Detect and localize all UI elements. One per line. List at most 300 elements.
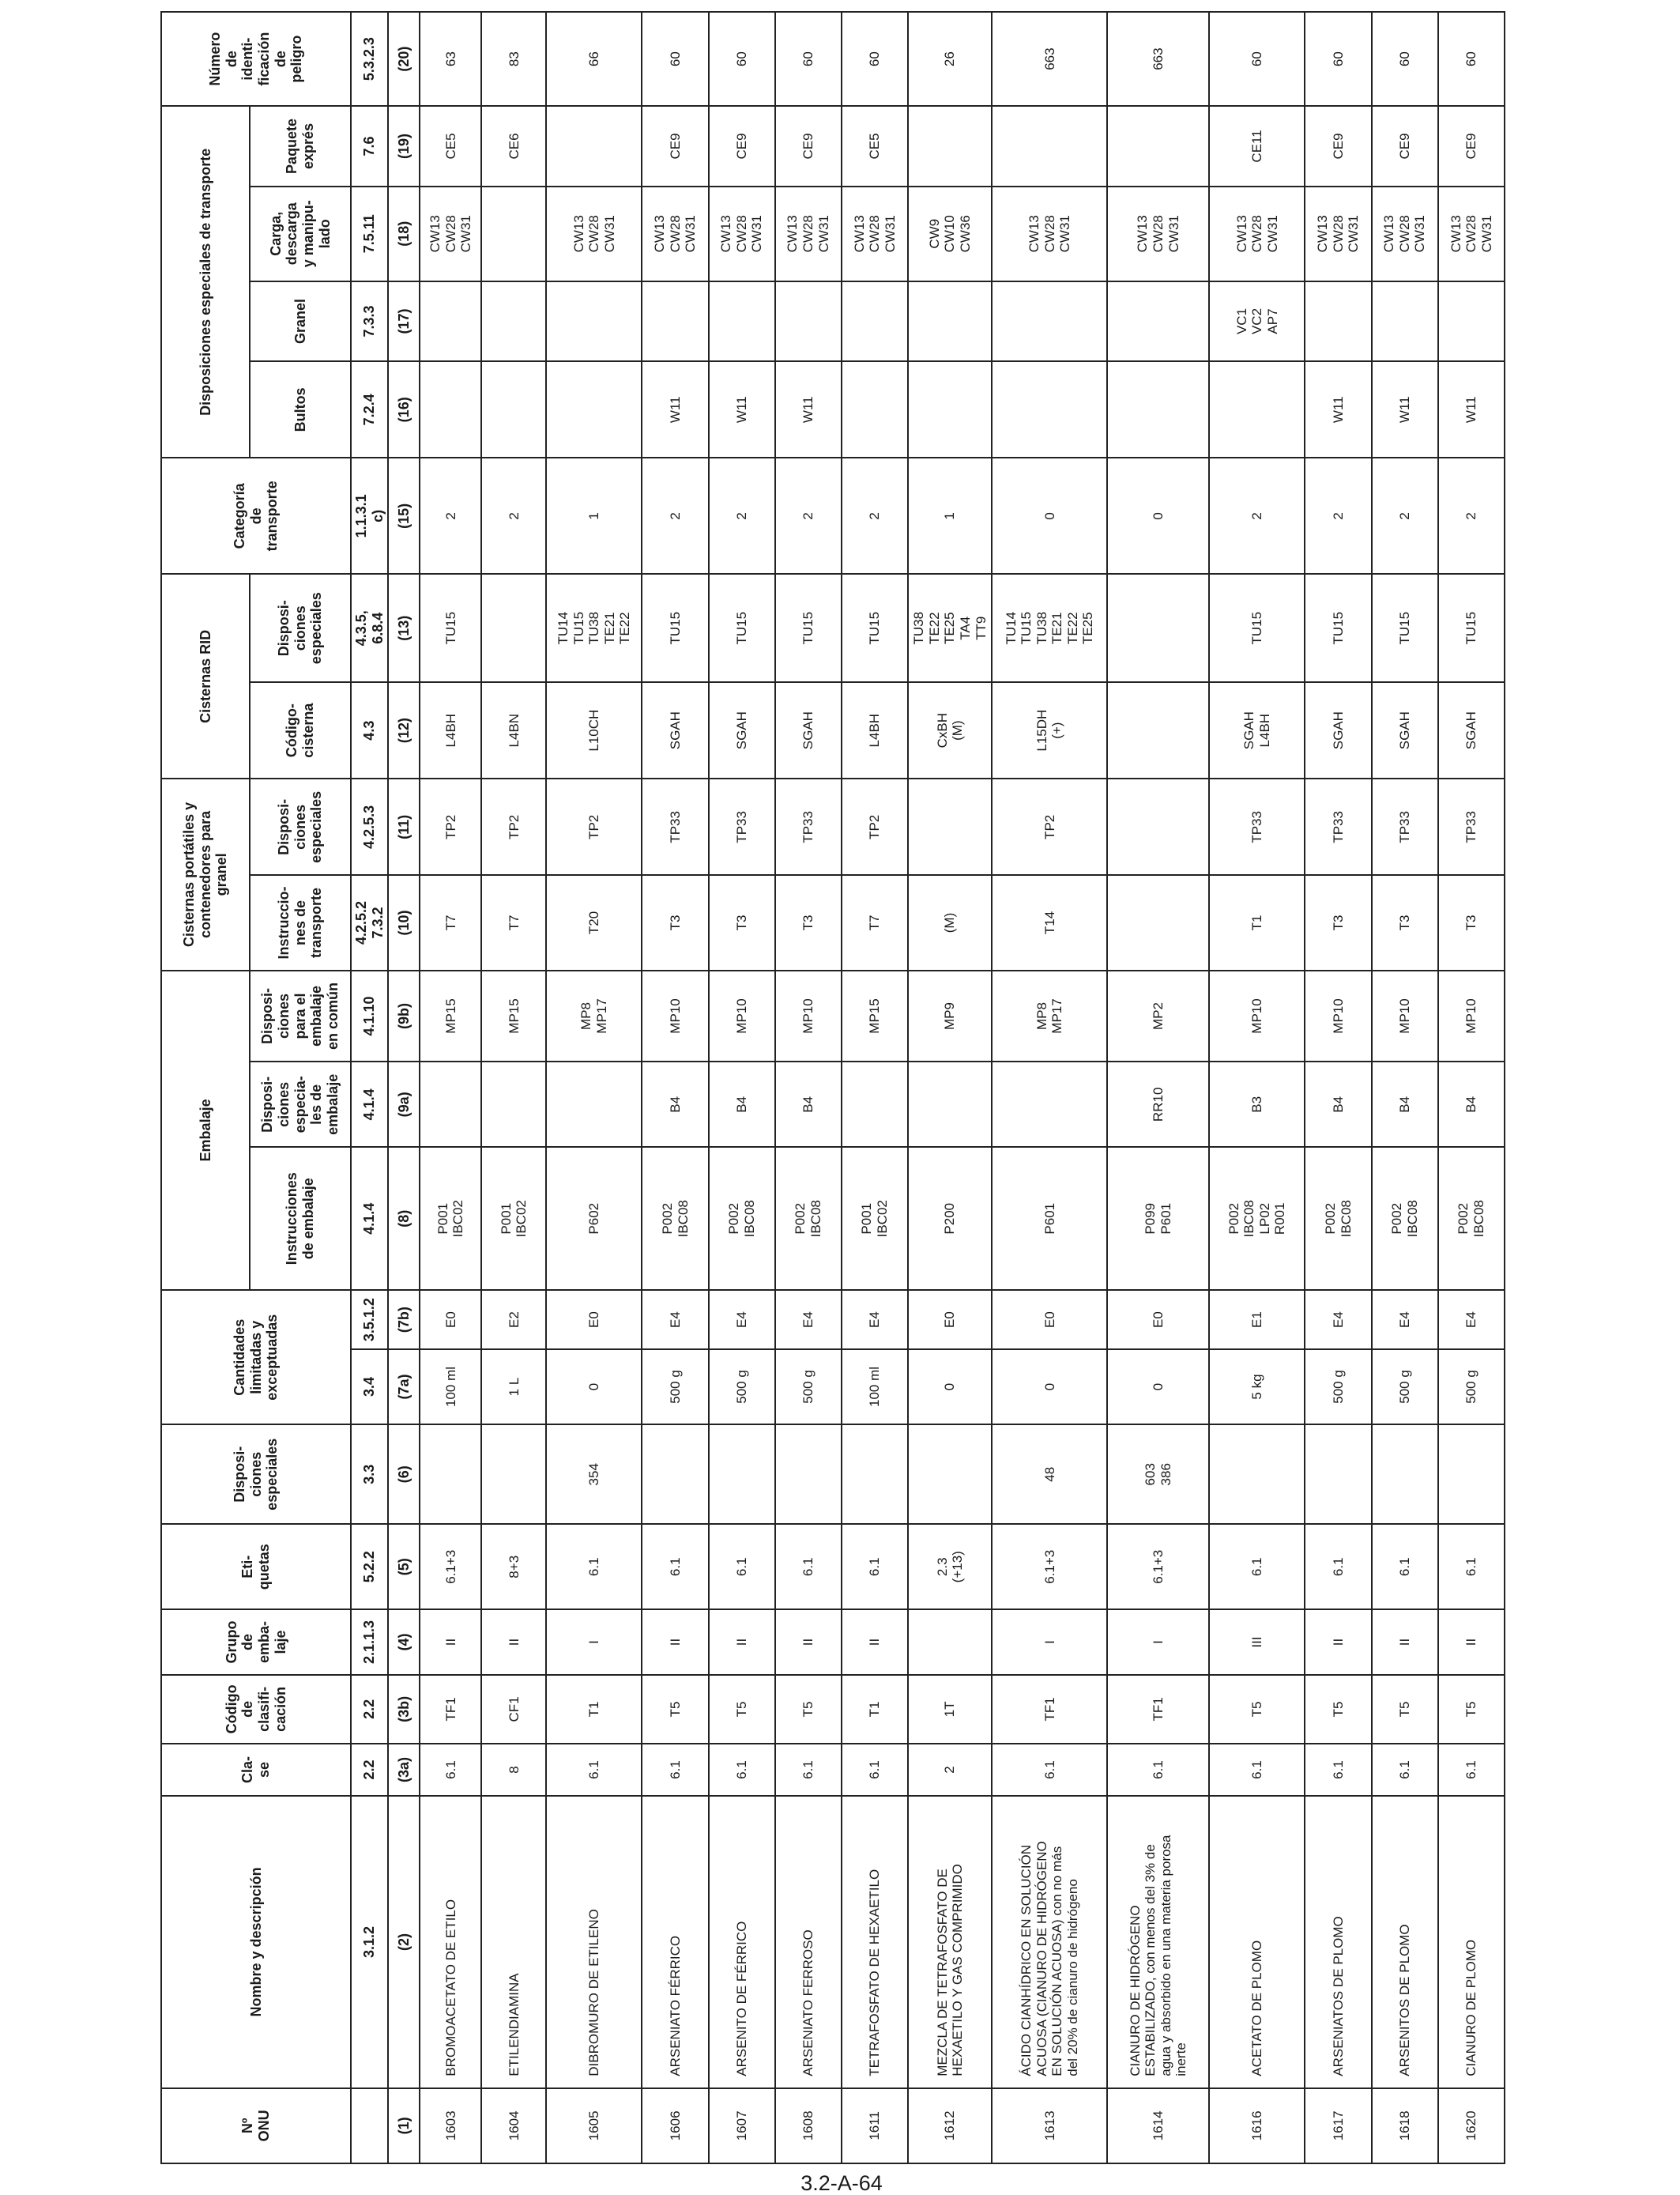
table-cell: 6.1 bbox=[1372, 1744, 1438, 1796]
code-cell: 4.2.5.2 7.3.2 bbox=[351, 875, 388, 970]
table-cell: 60 bbox=[1305, 12, 1371, 106]
table-cell: 500 g bbox=[775, 1349, 842, 1424]
un-number-cell: 1608 bbox=[775, 2088, 842, 2163]
table-cell: MP8 MP17 bbox=[992, 971, 1107, 1062]
table-cell bbox=[481, 574, 546, 682]
table-cell: T3 bbox=[1438, 875, 1505, 970]
table-cell: 2 bbox=[642, 458, 708, 574]
table-cell bbox=[642, 1424, 708, 1524]
table-cell: 500 g bbox=[1372, 1349, 1438, 1424]
table-cell: CE11 bbox=[1209, 106, 1305, 186]
header-special-provisions: Disposi- ciones especiales bbox=[161, 1424, 351, 1524]
table-cell: 500 g bbox=[1438, 1349, 1505, 1424]
table-cell: TU38 TE22 TE25 TA4 TT9 bbox=[908, 574, 992, 682]
table-cell: 6.1+3 bbox=[1107, 1524, 1209, 1609]
table-cell: E4 bbox=[842, 1290, 908, 1349]
table-cell: P002 IBC08 bbox=[1305, 1147, 1371, 1290]
table-cell: II bbox=[642, 1609, 708, 1675]
table-cell: T5 bbox=[1372, 1675, 1438, 1744]
table-cell: P001 IBC02 bbox=[842, 1147, 908, 1290]
table-cell: 6.1 bbox=[642, 1744, 708, 1796]
table-cell: SGAH bbox=[1305, 682, 1371, 779]
table-cell: 603 386 bbox=[1107, 1424, 1209, 1524]
table-cell bbox=[1107, 574, 1209, 682]
table-cell: 1 L bbox=[481, 1349, 546, 1424]
code-cell: 3.4 bbox=[351, 1349, 388, 1424]
table-cell: CE9 bbox=[1438, 106, 1505, 186]
code-cell bbox=[351, 2088, 388, 2163]
table-cell: T3 bbox=[1372, 875, 1438, 970]
table-body bbox=[420, 12, 1505, 2163]
table-row bbox=[1438, 12, 1505, 2163]
table-cell bbox=[709, 281, 775, 361]
code-cell: 4.1.10 bbox=[351, 971, 388, 1062]
substance-name-cell: ARSENITOS DE PLOMO bbox=[1372, 1796, 1438, 2088]
code-cell: 4.1.4 bbox=[351, 1062, 388, 1147]
table-cell: TU15 bbox=[709, 574, 775, 682]
table-cell: E4 bbox=[1305, 1290, 1371, 1349]
table-cell: 60 bbox=[642, 12, 708, 106]
un-number-cell: 1616 bbox=[1209, 2088, 1305, 2163]
table-cell: TP33 bbox=[775, 779, 842, 875]
table-cell: II bbox=[1372, 1609, 1438, 1675]
table-cell: CW13 CW28 CW31 bbox=[1305, 187, 1371, 281]
table-cell bbox=[908, 281, 992, 361]
code-cell: 2.2 bbox=[351, 1744, 388, 1796]
header-tank-instructions: Instruccio- nes de transporte bbox=[250, 875, 351, 970]
column-number: (18) bbox=[388, 187, 420, 281]
table-cell: 6.1 bbox=[842, 1744, 908, 1796]
table-cell: 2 bbox=[842, 458, 908, 574]
table-cell: 26 bbox=[908, 12, 992, 106]
table-cell: T5 bbox=[709, 1675, 775, 1744]
table-cell: 6.1 bbox=[1305, 1524, 1371, 1609]
table-cell: III bbox=[1209, 1609, 1305, 1675]
table-cell: II bbox=[709, 1609, 775, 1675]
table-cell: T7 bbox=[481, 875, 546, 970]
table-cell: W11 bbox=[1372, 361, 1438, 458]
table-cell: CW13 CW28 CW31 bbox=[842, 187, 908, 281]
table-cell bbox=[1209, 1424, 1305, 1524]
table-cell bbox=[842, 1424, 908, 1524]
table-cell: 354 bbox=[546, 1424, 642, 1524]
table-cell: 2 bbox=[481, 458, 546, 574]
header-portable-tanks: Cisternas portátiles y contenedores para granel bbox=[161, 779, 250, 970]
table-cell: SGAH bbox=[1372, 682, 1438, 779]
table-cell: P002 IBC08 bbox=[775, 1147, 842, 1290]
table-cell: E0 bbox=[1107, 1290, 1209, 1349]
code-cell: 5.3.2.3 bbox=[351, 12, 388, 106]
table-cell: MP15 bbox=[842, 971, 908, 1062]
table-cell: TP33 bbox=[642, 779, 708, 875]
table-cell: L10CH bbox=[546, 682, 642, 779]
table-cell: TP33 bbox=[1372, 779, 1438, 875]
header-mixed-packing: Disposi- ciones para el embalaje en común bbox=[250, 971, 351, 1062]
table-cell: MP2 bbox=[1107, 971, 1209, 1062]
table-row bbox=[775, 12, 842, 2163]
table-cell: TU15 bbox=[1438, 574, 1505, 682]
table-cell bbox=[546, 1062, 642, 1147]
table-cell: W11 bbox=[709, 361, 775, 458]
table-cell: B4 bbox=[1372, 1062, 1438, 1147]
header-special-packing-provisions: Disposi- ciones especia- les de embalaje bbox=[250, 1062, 351, 1147]
un-number-cell: 1606 bbox=[642, 2088, 708, 2163]
table-cell: T3 bbox=[642, 875, 708, 970]
table-cell bbox=[1438, 1424, 1505, 1524]
substance-name-cell: ARSENIATO FÉRRICO bbox=[642, 1796, 708, 2088]
table-cell: MP10 bbox=[1305, 971, 1371, 1062]
table-cell bbox=[775, 1424, 842, 1524]
table-cell: TU15 bbox=[420, 574, 481, 682]
table-cell: 0 bbox=[1107, 1349, 1209, 1424]
table-cell: 60 bbox=[775, 12, 842, 106]
column-number: (19) bbox=[388, 106, 420, 186]
table-cell: I bbox=[1107, 1609, 1209, 1675]
column-number: (9a) bbox=[388, 1062, 420, 1147]
table-cell: 60 bbox=[709, 12, 775, 106]
header-packing-instructions: Instrucciones de embalaje bbox=[250, 1147, 351, 1290]
table-cell: CxBH (M) bbox=[908, 682, 992, 779]
code-cell: 4.3.5, 6.8.4 bbox=[351, 574, 388, 682]
table-cell: CW13 CW28 CW31 bbox=[1107, 187, 1209, 281]
table-cell: E0 bbox=[992, 1290, 1107, 1349]
table-row bbox=[1107, 12, 1209, 2163]
dangerous-goods-table bbox=[160, 11, 1505, 2164]
table-cell bbox=[1305, 281, 1371, 361]
table-cell: E4 bbox=[642, 1290, 708, 1349]
table-row bbox=[420, 12, 481, 2163]
table-cell: L4BH bbox=[842, 682, 908, 779]
table-cell: 2 bbox=[1209, 458, 1305, 574]
header-classification-code: Código de clasifi- cación bbox=[161, 1675, 351, 1744]
header-class: Cla- se bbox=[161, 1744, 351, 1796]
table-cell: CE6 bbox=[481, 106, 546, 186]
table-cell: TP33 bbox=[1305, 779, 1371, 875]
code-cell: 7.5.11 bbox=[351, 187, 388, 281]
table-cell: P002 IBC08 LP02 R001 bbox=[1209, 1147, 1305, 1290]
table-cell bbox=[642, 281, 708, 361]
substance-name-cell: BROMOACETATO DE ETILO bbox=[420, 1796, 481, 2088]
table-row bbox=[992, 12, 1107, 2163]
table-cell: 6.1 bbox=[709, 1524, 775, 1609]
table-cell: 663 bbox=[992, 12, 1107, 106]
table-cell: CW13 CW28 CW31 bbox=[642, 187, 708, 281]
table-cell bbox=[842, 281, 908, 361]
header-rid-special-provisions: Disposi- ciones especiales bbox=[250, 574, 351, 682]
table-cell: 6.1 bbox=[1209, 1744, 1305, 1796]
column-number: (13) bbox=[388, 574, 420, 682]
table-cell: MP15 bbox=[420, 971, 481, 1062]
table-cell: 2 bbox=[775, 458, 842, 574]
table-cell bbox=[1107, 361, 1209, 458]
table-cell bbox=[420, 1062, 481, 1147]
table-cell: L4BN bbox=[481, 682, 546, 779]
table-cell: E0 bbox=[908, 1290, 992, 1349]
table-cell: MP10 bbox=[1372, 971, 1438, 1062]
code-cell: 1.1.3.1 c) bbox=[351, 458, 388, 574]
table-cell: CW13 CW28 CW31 bbox=[546, 187, 642, 281]
table-cell: TU15 bbox=[1372, 574, 1438, 682]
column-number: (16) bbox=[388, 361, 420, 458]
table-cell bbox=[1107, 281, 1209, 361]
table-row bbox=[1209, 12, 1305, 2163]
table-cell: T3 bbox=[775, 875, 842, 970]
table-cell: 6.1+3 bbox=[420, 1524, 481, 1609]
table-cell: 66 bbox=[546, 12, 642, 106]
table-cell bbox=[908, 1609, 992, 1675]
substance-name-cell: CIANURO DE HIDRÓGENO ESTABILIZADO, con menos del 3% de agua y absorbido en una materia porosa inerte bbox=[1107, 1796, 1209, 2088]
table-cell: 6.1+3 bbox=[992, 1524, 1107, 1609]
table-cell: T7 bbox=[420, 875, 481, 970]
table-cell: 6.1 bbox=[420, 1744, 481, 1796]
table-cell: 6.1 bbox=[1305, 1744, 1371, 1796]
table-cell: E4 bbox=[1372, 1290, 1438, 1349]
table-cell: B4 bbox=[1438, 1062, 1505, 1147]
table-cell bbox=[1372, 1424, 1438, 1524]
header-tank-special-provisions: Disposi- ciones especiales bbox=[250, 779, 351, 875]
column-number: (7b) bbox=[388, 1290, 420, 1349]
table-cell: 0 bbox=[1107, 458, 1209, 574]
table-cell: 2 bbox=[709, 458, 775, 574]
table-cell bbox=[908, 1424, 992, 1524]
table-cell: T3 bbox=[709, 875, 775, 970]
table-cell: T3 bbox=[1305, 875, 1371, 970]
table-cell: 2 bbox=[1305, 458, 1371, 574]
substance-name-cell: MEZCLA DE TETRAFOSFATO DE HEXAETILO Y GAS COMPRIMIDO bbox=[908, 1796, 992, 2088]
table-cell: 6.1 bbox=[1107, 1744, 1209, 1796]
table-cell bbox=[992, 281, 1107, 361]
table-cell bbox=[481, 1424, 546, 1524]
table-cell: 100 ml bbox=[420, 1349, 481, 1424]
table-cell: 6.1 bbox=[1209, 1524, 1305, 1609]
table-cell: CW13 CW28 CW31 bbox=[1209, 187, 1305, 281]
table-cell: CE5 bbox=[842, 106, 908, 186]
header-transport-category: Categoría de transporte bbox=[161, 458, 351, 574]
substance-name-cell: DIBROMURO DE ETILENO bbox=[546, 1796, 642, 2088]
table-cell bbox=[481, 361, 546, 458]
table-cell: MP10 bbox=[709, 971, 775, 1062]
substance-name-cell: TETRAFOSFATO DE HEXAETILO bbox=[842, 1796, 908, 2088]
table-cell: 1 bbox=[908, 458, 992, 574]
table-cell: CW13 CW28 CW31 bbox=[420, 187, 481, 281]
rotated-page bbox=[160, 11, 1505, 2164]
table-cell: II bbox=[481, 1609, 546, 1675]
table-cell: W11 bbox=[775, 361, 842, 458]
table-cell bbox=[908, 1062, 992, 1147]
table-cell: 2 bbox=[1372, 458, 1438, 574]
table-cell: L4BH bbox=[420, 682, 481, 779]
table-cell: P001 IBC02 bbox=[420, 1147, 481, 1290]
table-cell: CW9 CW10 CW36 bbox=[908, 187, 992, 281]
table-cell: 83 bbox=[481, 12, 546, 106]
table-cell: SGAH L4BH bbox=[1209, 682, 1305, 779]
header-bulk: Granel bbox=[250, 281, 351, 361]
table-cell bbox=[481, 1062, 546, 1147]
substance-name-cell: ACETATO DE PLOMO bbox=[1209, 1796, 1305, 2088]
table-cell: 6.1 bbox=[1438, 1524, 1505, 1609]
table-cell bbox=[709, 1424, 775, 1524]
table-cell: SGAH bbox=[1438, 682, 1505, 779]
table-cell bbox=[1107, 106, 1209, 186]
table-cell: T5 bbox=[642, 1675, 708, 1744]
un-number-cell: 1617 bbox=[1305, 2088, 1371, 2163]
header-labels: Eti- quetas bbox=[161, 1524, 351, 1609]
table-cell: 663 bbox=[1107, 12, 1209, 106]
table-cell: 63 bbox=[420, 12, 481, 106]
column-number: (12) bbox=[388, 682, 420, 779]
table-cell: CF1 bbox=[481, 1675, 546, 1744]
substance-name-cell: CIANURO DE PLOMO bbox=[1438, 1796, 1505, 2088]
table-cell: 8+3 bbox=[481, 1524, 546, 1609]
table-cell: 60 bbox=[1438, 12, 1505, 106]
table-cell: 500 g bbox=[1305, 1349, 1371, 1424]
substance-name-cell: ETILENDIAMINA bbox=[481, 1796, 546, 2088]
header-packages: Bultos bbox=[250, 361, 351, 458]
table-row bbox=[481, 12, 546, 2163]
table-cell: CW13 CW28 CW31 bbox=[1438, 187, 1505, 281]
substance-name-cell: ARSENIATOS DE PLOMO bbox=[1305, 1796, 1371, 2088]
table-cell: TP33 bbox=[1438, 779, 1505, 875]
table-cell: TP2 bbox=[481, 779, 546, 875]
table-cell bbox=[1438, 281, 1505, 361]
code-cell: 2.1.1.3 bbox=[351, 1609, 388, 1675]
table-cell bbox=[546, 106, 642, 186]
un-number-cell: 1618 bbox=[1372, 2088, 1438, 2163]
table-cell: 500 g bbox=[709, 1349, 775, 1424]
table-cell: CE9 bbox=[709, 106, 775, 186]
table-cell: TP33 bbox=[709, 779, 775, 875]
column-number: (4) bbox=[388, 1609, 420, 1675]
column-number: (9b) bbox=[388, 971, 420, 1062]
table-cell: MP9 bbox=[908, 971, 992, 1062]
table-cell: 60 bbox=[1372, 12, 1438, 106]
column-number: (10) bbox=[388, 875, 420, 970]
table-cell bbox=[992, 361, 1107, 458]
table-cell: T14 bbox=[992, 875, 1107, 970]
table-cell: CW13 CW28 CW31 bbox=[1372, 187, 1438, 281]
table-cell: B4 bbox=[642, 1062, 708, 1147]
un-number-cell: 1605 bbox=[546, 2088, 642, 2163]
table-cell: TU15 bbox=[1209, 574, 1305, 682]
table-cell: 6.1 bbox=[842, 1524, 908, 1609]
table-cell: MP10 bbox=[1209, 971, 1305, 1062]
table-cell: W11 bbox=[642, 361, 708, 458]
table-cell: CE9 bbox=[642, 106, 708, 186]
table-cell: E0 bbox=[420, 1290, 481, 1349]
table-cell: 6.1 bbox=[992, 1744, 1107, 1796]
table-cell: SGAH bbox=[775, 682, 842, 779]
table-cell: T7 bbox=[842, 875, 908, 970]
table-cell: 48 bbox=[992, 1424, 1107, 1524]
table-cell: P602 bbox=[546, 1147, 642, 1290]
table-row bbox=[709, 12, 775, 2163]
un-number-cell: 1614 bbox=[1107, 2088, 1209, 2163]
table-cell bbox=[1107, 875, 1209, 970]
table-row bbox=[908, 12, 992, 2163]
table-cell: E4 bbox=[1438, 1290, 1505, 1349]
table-cell: P001 IBC02 bbox=[481, 1147, 546, 1290]
un-number-cell: 1607 bbox=[709, 2088, 775, 2163]
table-row bbox=[1372, 12, 1438, 2163]
table-cell: 1T bbox=[908, 1675, 992, 1744]
table-cell bbox=[420, 361, 481, 458]
column-number: (5) bbox=[388, 1524, 420, 1609]
table-cell: VC1 VC2 AP7 bbox=[1209, 281, 1305, 361]
code-cell: 4.3 bbox=[351, 682, 388, 779]
table-cell: 6.1 bbox=[1438, 1744, 1505, 1796]
table-cell bbox=[481, 187, 546, 281]
table-cell: T20 bbox=[546, 875, 642, 970]
code-cell: 7.6 bbox=[351, 106, 388, 186]
header-name: Nombre y descripción bbox=[161, 1796, 351, 2088]
table-cell bbox=[1107, 779, 1209, 875]
code-cell: 4.2.5.3 bbox=[351, 779, 388, 875]
substance-name-cell: ARSENIATO FERROSO bbox=[775, 1796, 842, 2088]
page-footer bbox=[759, 2172, 925, 2194]
table-cell: E4 bbox=[709, 1290, 775, 1349]
table-cell: 0 bbox=[992, 1349, 1107, 1424]
column-number: (8) bbox=[388, 1147, 420, 1290]
table-cell: MP15 bbox=[481, 971, 546, 1062]
un-number-cell: 1620 bbox=[1438, 2088, 1505, 2163]
page-number: 3.2-A-64 bbox=[800, 2171, 883, 2195]
table-cell: TU15 bbox=[842, 574, 908, 682]
table-cell bbox=[1209, 361, 1305, 458]
table-cell: 6.1 bbox=[775, 1744, 842, 1796]
table-cell: 6.1 bbox=[709, 1744, 775, 1796]
table-cell bbox=[908, 779, 992, 875]
table-cell: I bbox=[546, 1609, 642, 1675]
table-cell: 0 bbox=[992, 458, 1107, 574]
header-transport-provisions: Disposiciones especiales de transporte bbox=[161, 106, 250, 458]
table-cell: TP2 bbox=[992, 779, 1107, 875]
table-cell: 2 bbox=[908, 1744, 992, 1796]
table-cell: 6.1 bbox=[642, 1524, 708, 1609]
table-cell: TP2 bbox=[546, 779, 642, 875]
table-cell: TF1 bbox=[992, 1675, 1107, 1744]
table-cell: T1 bbox=[1209, 875, 1305, 970]
table-cell: TP2 bbox=[420, 779, 481, 875]
table-cell: CE9 bbox=[1305, 106, 1371, 186]
substance-name-cell: ARSENITO DE FÉRRICO bbox=[709, 1796, 775, 2088]
header-packaging: Embalaje bbox=[161, 971, 250, 1291]
column-number: (15) bbox=[388, 458, 420, 574]
un-number-cell: 1613 bbox=[992, 2088, 1107, 2163]
column-number: (20) bbox=[388, 12, 420, 106]
column-number: (1) bbox=[388, 2088, 420, 2163]
code-cell: 3.1.2 bbox=[351, 1796, 388, 2088]
header-un: Nº ONU bbox=[161, 2088, 351, 2163]
header-loading: Carga, descarga y manipu- lado bbox=[250, 187, 351, 281]
table-cell: TF1 bbox=[420, 1675, 481, 1744]
table-cell: P601 bbox=[992, 1147, 1107, 1290]
table-cell: 2.3 (+13) bbox=[908, 1524, 992, 1609]
table-cell: I bbox=[992, 1609, 1107, 1675]
table-cell: TF1 bbox=[1107, 1675, 1209, 1744]
table-cell: 60 bbox=[1209, 12, 1305, 106]
table-cell bbox=[420, 1424, 481, 1524]
code-cell: 3.3 bbox=[351, 1424, 388, 1524]
header-rid-tanks: Cisternas RID bbox=[161, 574, 250, 779]
table-cell: II bbox=[420, 1609, 481, 1675]
table-cell: 6.1 bbox=[1372, 1524, 1438, 1609]
table-cell: MP10 bbox=[775, 971, 842, 1062]
table-cell: RR10 bbox=[1107, 1062, 1209, 1147]
code-cell: 2.2 bbox=[351, 1675, 388, 1744]
table-cell bbox=[908, 361, 992, 458]
table-cell: II bbox=[842, 1609, 908, 1675]
table-cell: P099 P601 bbox=[1107, 1147, 1209, 1290]
